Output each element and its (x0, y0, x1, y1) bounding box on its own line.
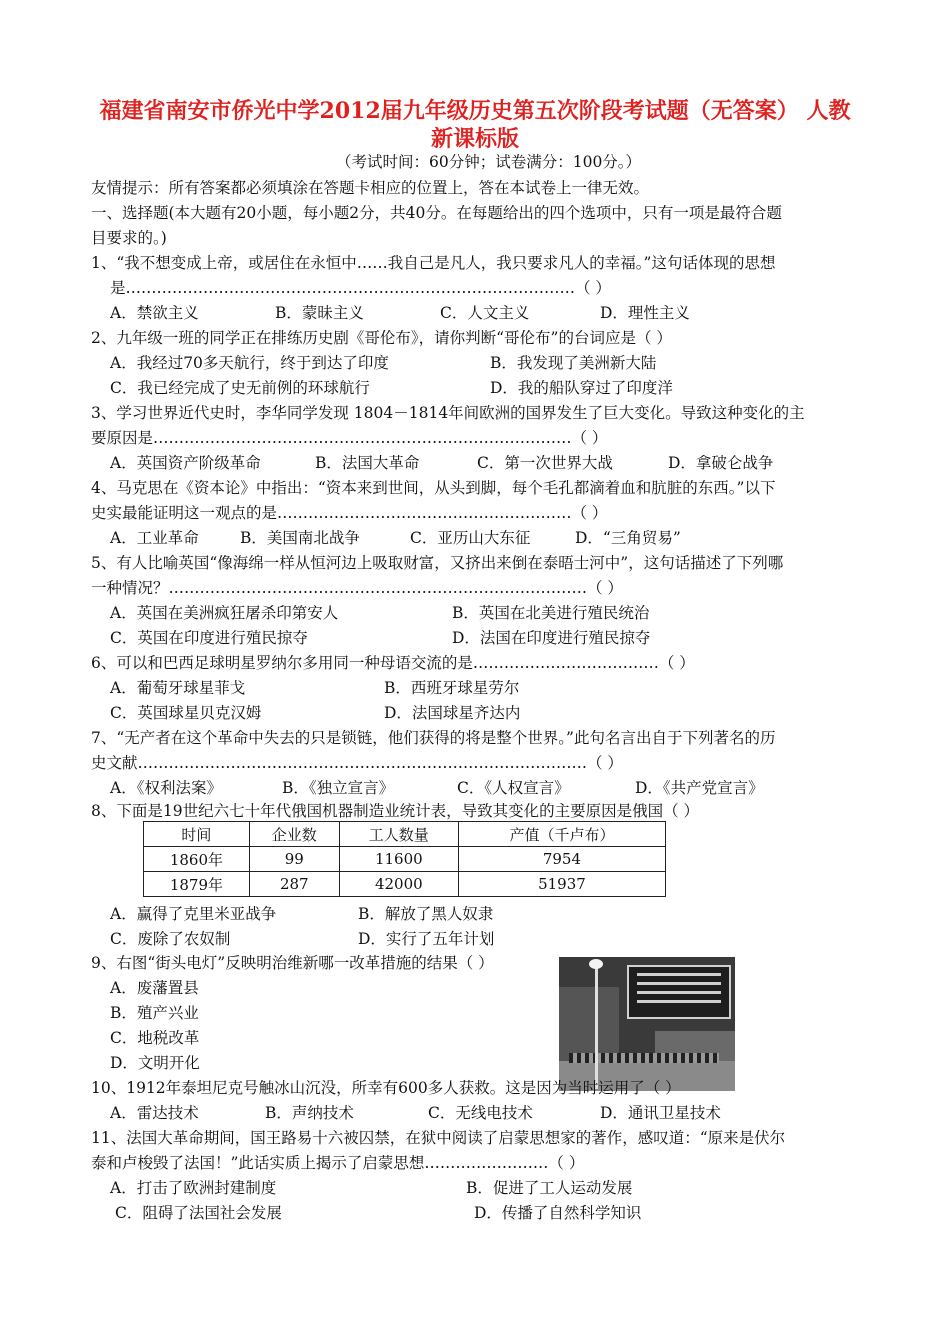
exam-title-line1: 福建省南安市侨光中学2012届九年级历史第五次阶段考试题（无答案） 人教 (99, 98, 851, 124)
table-cell: 1860年 (144, 847, 250, 872)
q1-option-a: A．禁欲主义 (110, 304, 199, 322)
table-row (144, 872, 666, 897)
question-8: 8、下面是19世纪六七十年代俄国机器制造业统计表，导致其变化的主要原因是俄国（ ） (91, 802, 700, 820)
q4-option-c: C．亚历山大东征 (410, 529, 531, 547)
q1-option-c: C．人文主义 (440, 304, 530, 322)
q6-option-c: C．英国球星贝克汉姆 (110, 704, 262, 722)
q7-option-a: A．《权利法案》 (110, 779, 222, 797)
section-header-cont: 目要求的。) (91, 229, 167, 247)
q7-option-c: C．《人权宣言》 (457, 779, 570, 797)
question-10: 10、1912年泰坦尼克号触冰山沉没，所幸有600多人获救。这是因为当时运用了（ ） (91, 1079, 681, 1097)
q6-option-d: D．法国球星齐达内 (384, 704, 521, 722)
question-3-cont: 要原因是………………………………………………………………………（ ） (91, 429, 608, 447)
q8-option-d: D．实行了五年计划 (358, 930, 495, 948)
question-1: 1、“我不想变成上帝，或居住在永恒中……我自己是凡人，我只要求凡人的幸福。”这句话体现的思想 (91, 254, 776, 272)
table-cell: 42000 (339, 872, 458, 897)
q5-option-c: C．英国在印度进行殖民掠夺 (110, 629, 308, 647)
q3-option-a: A．英国资产阶级革命 (110, 454, 261, 472)
q6-option-b: B．西班牙球星劳尔 (384, 679, 520, 697)
q2-option-d: D．我的船队穿过了印度洋 (490, 379, 673, 397)
table-header-cell: 企业数 (249, 822, 339, 847)
table-cell: 1879年 (144, 872, 250, 897)
street-lamp-photo (559, 957, 735, 1091)
q11-option-b: B．促进了工人运动发展 (466, 1179, 633, 1197)
table-cell: 51937 (458, 872, 665, 897)
q10-option-c: C．无线电技术 (428, 1104, 533, 1122)
question-4-cont: 史实最能证明这一观点的是…………………………………………………（ ） (91, 504, 608, 522)
q1-option-b: B．蒙昧主义 (275, 304, 364, 322)
q10-option-b: B．声纳技术 (265, 1104, 354, 1122)
exam-info: （考试时间：60分钟；试卷满分：100分。） (336, 153, 642, 171)
q8-option-c: C．废除了农奴制 (110, 930, 231, 948)
table-header-cell: 时间 (144, 822, 250, 847)
q3-option-b: B．法国大革命 (315, 454, 420, 472)
q5-option-b: B．英国在北美进行殖民统治 (452, 604, 650, 622)
q5-option-d: D．法国在印度进行殖民掠夺 (452, 629, 651, 647)
q2-option-c: C．我已经完成了史无前例的环球航行 (110, 379, 370, 397)
q9-option-a: A．废藩置县 (110, 979, 199, 997)
q3-option-c: C．第一次世界大战 (477, 454, 613, 472)
q2-option-b: B．我发现了美洲新大陆 (490, 354, 657, 372)
q8-option-a: A．赢得了克里米亚战争 (110, 905, 277, 923)
question-7: 7、“无产者在这个革命中失去的只是锁链，他们获得的将是整个世界。”此句名言出自于下列著名的历 (91, 729, 776, 747)
q11-option-c: C．阻碍了法国社会发展 (115, 1204, 282, 1222)
table-header-cell: 产值（千卢布） (458, 822, 665, 847)
q1-option-d: D．理性主义 (600, 304, 690, 322)
q4-option-a: A．工业革命 (110, 529, 199, 547)
q10-option-a: A．雷达技术 (110, 1104, 199, 1122)
q4-option-d: D．“三角贸易” (575, 529, 681, 547)
question-4: 4、马克思在《资本论》中指出：“资本来到世间，从头到脚，每个毛孔都滴着血和肮脏的东西。”以下 (91, 479, 776, 497)
q2-option-a: A．我经过70多天航行，终于到达了印度 (110, 354, 389, 372)
question-6: 6、可以和巴西足球明星罗纳尔多用同一种母语交流的是………………………………（ ） (91, 654, 695, 672)
question-11: 11、法国大革命期间，国王路易十六被囚禁，在狱中阅读了启蒙思想家的著作，感叹道：“原来是伏尔 (91, 1129, 786, 1147)
notice: 友情提示：所有答案都必须填涂在答题卡相应的位置上，答在本试卷上一律无效。 (91, 179, 650, 197)
question-9: 9、右图“街头电灯”反映明治维新哪一改革措施的结果（ ） (91, 954, 494, 972)
q4-option-b: B．美国南北战争 (240, 529, 360, 547)
q6-option-a: A．葡萄牙球星菲戈 (110, 679, 246, 697)
question-7-cont: 史文献……………………………………………………………………………（ ） (91, 754, 623, 772)
table-row (144, 847, 666, 872)
q7-option-d: D．《共产党宣言》 (635, 779, 764, 797)
table-cell: 11600 (339, 847, 458, 872)
q9-option-c: C．地税改革 (110, 1029, 200, 1047)
question-1-cont: 是……………………………………………………………………………（ ） (110, 279, 611, 297)
q10-option-d: D．通讯卫星技术 (600, 1104, 721, 1122)
question-5: 5、有人比喻英国“像海绵一样从恒河边上吸取财富，又挤出来倒在泰晤士河中”，这句话描述了下列哪 (91, 554, 784, 572)
question-11-cont: 泰和卢梭毁了法国！”此话实质上揭示了启蒙思想……………………（ ） (91, 1154, 585, 1172)
question-2: 2、九年级一班的同学正在排练历史剧《哥伦布》，请你判断“哥伦布”的台词应是（ ） (91, 329, 672, 347)
table-header-cell: 工人数量 (339, 822, 458, 847)
question-5-cont: 一种情况？………………………………………………………………………（ ） (91, 579, 623, 597)
q11-option-d: D．传播了自然科学知识 (474, 1204, 642, 1222)
table-cell: 99 (249, 847, 339, 872)
table-header-row (144, 822, 666, 847)
q8-option-b: B．解放了黑人奴隶 (358, 905, 494, 923)
section-header: 一、选择题(本大题有20小题，每小题2分，共40分。在每题给出的四个选项中，只有一项是最符合题 (91, 204, 782, 222)
q9-option-d: D．文明开化 (110, 1054, 200, 1072)
q9-option-b: B．殖产兴业 (110, 1004, 199, 1022)
question-3: 3、学习世界近代史时，李华同学发现 1804－1814年间欧洲的国界发生了巨大变化。导致这种变化的主 (91, 404, 805, 422)
q7-option-b: B．《独立宣言》 (282, 779, 395, 797)
table-cell: 7954 (458, 847, 665, 872)
table-cell: 287 (249, 872, 339, 897)
q3-option-d: D．拿破仑战争 (668, 454, 774, 472)
exam-title-line2: 新课标版 (430, 126, 519, 152)
q5-option-a: A．英国在美洲疯狂屠杀印第安人 (110, 604, 339, 622)
statistics-table (143, 821, 666, 897)
q11-option-a: A．打击了欧洲封建制度 (110, 1179, 277, 1197)
